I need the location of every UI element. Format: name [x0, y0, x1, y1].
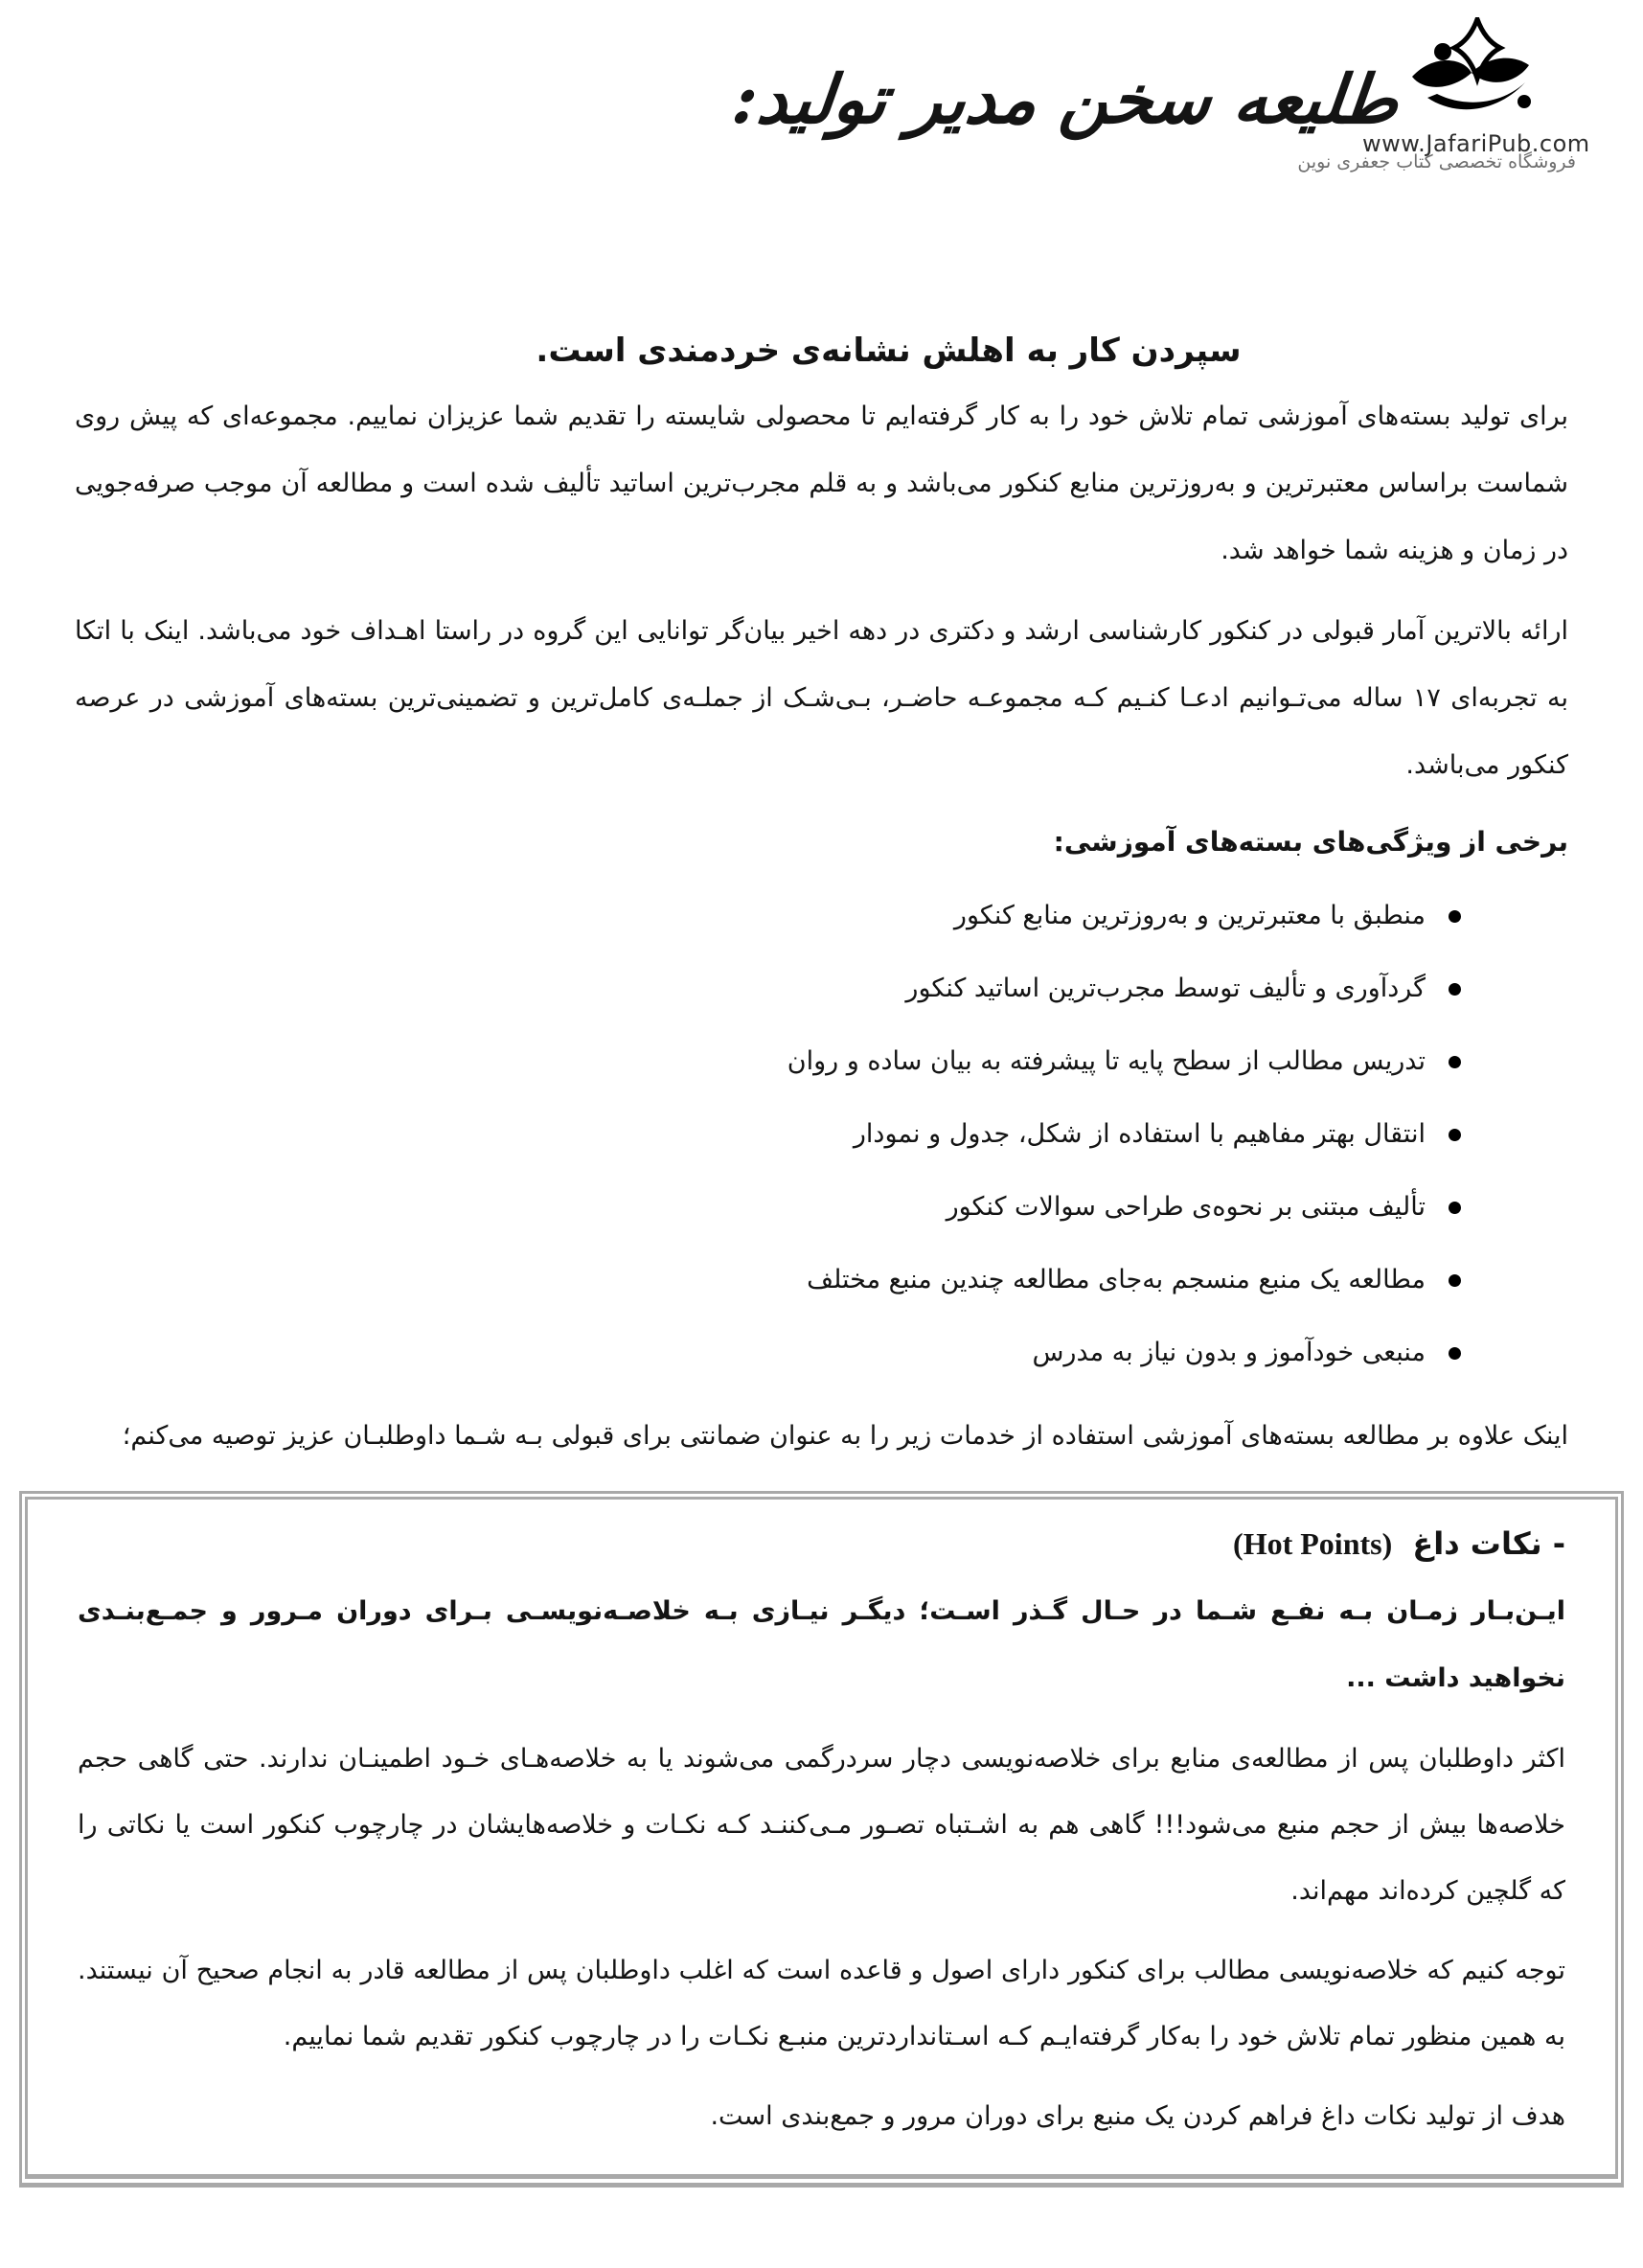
- main-content: [0, 332, 1643, 1470]
- list-item: [75, 1025, 1461, 1098]
- store-tagline: فروشگاه تخصصی کتاب جعفری نوین: [1297, 151, 1576, 172]
- bullet-icon: [1449, 1274, 1461, 1287]
- hot-points-paragraph-3: هدف از تولید نکات داغ فراهم کردن یک منبع برای دوران مرور و جمع‌بندی است.: [710, 2101, 1565, 2131]
- bullet-icon: [1449, 1347, 1461, 1360]
- feature-text: تألیف مبتنی بر نحوه‌ی طراحی سوالات کنکور: [946, 1192, 1426, 1222]
- feature-text: مطالعه یک منبع منسجم به‌جای مطالعه چندین منبع مختلف: [807, 1265, 1426, 1294]
- bullet-icon: [1449, 1202, 1461, 1214]
- hot-points-box: [19, 1491, 1624, 2188]
- list-item: [75, 1317, 1461, 1389]
- services-paragraph: اینک علاوه بر مطالعه بسته‌های آموزشی استفاده از خدمات زیر را به عنوان ضمانتی برای قبولی بـه شـما داوطلبـان عزیز توصیه می‌کنم؛: [122, 1421, 1568, 1451]
- intro-paragraph-2: ارائه بالاترین آمار قبولی در کنکور کارشناسی ارشد و دکتری در دهه اخیر بیان‌گر توانایی این گروه در راستا اهـداف خود می‌باشد. اینک با اتکا به تجربه‌ای ۱۷ ساله می‌تـوانیم ادعـا کنـیم کـه مجموعـه حاضـر، بـی‌شـک از جملـه‌ی کامل‌ترین و تضمینی‌ترین بسته‌های آموزشی در عرصه کنکور می‌باشد.: [75, 616, 1569, 780]
- list-item: [75, 1098, 1461, 1171]
- hot-points-paragraph-1: اکثر داوطلبان پس از مطالعه‌ی منابع برای خلاصه‌نویسی دچار سردرگمی می‌شوند یا به خلاصه‌هـای خـود اطمینـان ندارند. حتی گاهی حجم خلاصه‌ها بیش از حجم منبع می‌شود!!! گاهی هم به اشـتباه تصـور مـی‌کننـد کـه نکـات و خلاصه‌هایشان در چارچوب کنکور است یا نکاتی را که گلچین کرده‌اند مهم‌اند.: [78, 1744, 1565, 1906]
- list-item: [75, 880, 1461, 952]
- hot-points-paragraph-2: توجه کنیم که خلاصه‌نویسی مطالب برای کنکور دارای اصول و قاعده است که اغلب داوطلبان پس از مطالعه قادر به انجام صحیح آن نیستند. به همین منظور تمام تلاش خود را به‌کار گرفته‌ایـم کـه اسـتانداردترین منبـع نکـات را در چارچوب کنکور تقدیم شما نماییم.: [78, 1956, 1565, 2051]
- publisher-logo-ornament-icon: [1408, 17, 1533, 125]
- calligraphy-title: طلیعه سخن مدیر تولید:: [729, 59, 1403, 139]
- page-header: [0, 0, 1643, 287]
- hot-points-title: [78, 1515, 1565, 1572]
- bullet-icon: [1449, 983, 1461, 996]
- feature-text: تدریس مطالب از سطح پایه تا پیشرفته به بیان ساده و روان: [787, 1046, 1426, 1076]
- hot-points-title-fa: - نکات داغ: [1412, 1525, 1565, 1562]
- hot-points-title-en: (Hot Points): [1233, 1526, 1393, 1561]
- publisher-website-url: www.JafariPub.com: [1362, 130, 1590, 157]
- feature-text: انتقال بهتر مفاهیم با استفاده از شکل، جدول و نمودار: [853, 1119, 1426, 1149]
- intro-paragraph-1: برای تولید بسته‌های آموزشی تمام تلاش خود را به کار گرفته‌ایم تا محصولی شایسته را تقدیم شما عزیزان نماییم. مجموعه‌ای که پیش روی شماست براساس معتبرترین و به‌روزترین منابع کنکور می‌باشد و به قلم مجرب‌ترین اساتید تألیف شده است و مطالعه آن موجب صرفه‌جویی در زمان و هزینه شما خواهد شد.: [75, 401, 1568, 565]
- feature-text: منبعی خودآموز و بدون نیاز به مدرس: [1032, 1338, 1426, 1367]
- list-item: [75, 952, 1461, 1025]
- features-heading: برخی از ویژگی‌های بسته‌های آموزشی:: [1053, 826, 1568, 858]
- list-item: [75, 1171, 1461, 1244]
- motto-heading: سپردن کار به اهلش نشانه‌ی خردمندی است.: [536, 332, 1242, 370]
- feature-text: گردآوری و تألیف توسط مجرب‌ترین اساتید کنکور: [905, 974, 1426, 1003]
- bullet-icon: [1449, 1056, 1461, 1068]
- list-item: [75, 1244, 1461, 1317]
- features-list: [75, 880, 1568, 1389]
- feature-text: منطبق با معتبرترین و به‌روزترین منابع کنکور: [953, 901, 1426, 930]
- bullet-icon: [1449, 910, 1461, 923]
- hot-points-lead: ایـن‌بـار زمـان بـه نفـع شـما در حـال گـذر اسـت؛ دیگـر نیـازی بـه خلاصـه‌نویسـی بـرای دوران مـرور و جمـع‌بنـدی نخواهید داشت ...: [78, 1596, 1565, 1693]
- bullet-icon: [1449, 1129, 1461, 1141]
